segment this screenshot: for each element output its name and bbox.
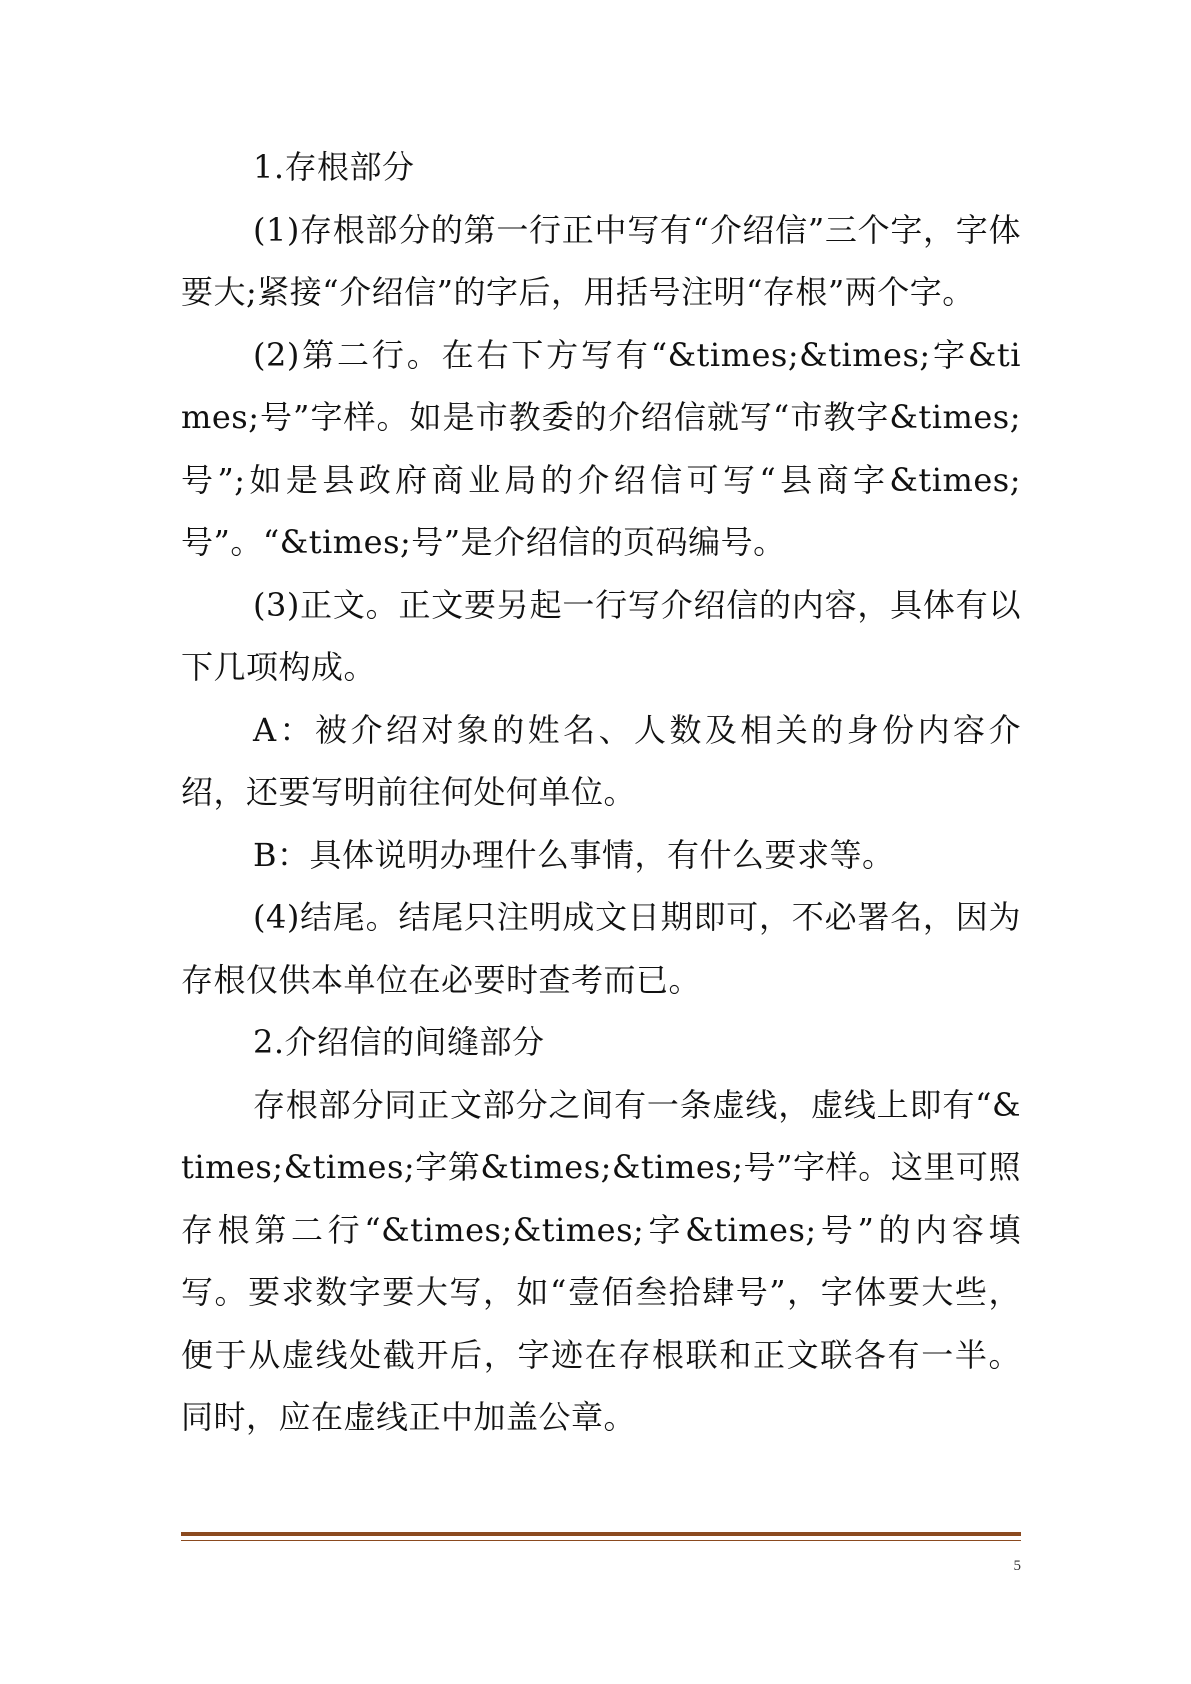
paragraph-stub-second-line: (2)第二行。在右下方写有“&times;&times;字&times;号”字样。如是市教委的介绍信就写“市教字&times;号”;如是县政府商业局的介绍信可写“县商字&times;号”。“&times;号”是介绍信的页码编号。 [181, 335, 1021, 561]
paragraph-stub-first-line: (1)存根部分的第一行正中写有“介绍信”三个字，字体要大;紧接“介绍信”的字后，用括号注明“存根”两个字。 [181, 210, 1021, 311]
footer-rule-thin [181, 1540, 1021, 1541]
list-item-a: A：被介绍对象的姓名、人数及相关的身份内容介绍，还要写明前往何处何单位。 [181, 710, 1021, 811]
footer-rule-thick [181, 1532, 1021, 1536]
paragraph-seam-body: 存根部分同正文部分之间有一条虚线，虚线上即有“&times;&times;字第&times;&times;号”字样。这里可照存根第二行“&times;&times;字&times;号”的内容填写。要求数字要大写，如“壹佰叁拾肆号”，字体要大些，便于从虚线处截开后，字迹在存根联和正文联各有一半。同时，应在虚线正中加盖公章。 [181, 1085, 1021, 1436]
section-heading-stub: 1.存根部分 [253, 148, 415, 186]
page-number: 5 [1013, 1558, 1021, 1574]
section-heading-seam: 2.介绍信的间缝部分 [253, 1023, 545, 1061]
paragraph-stub-body: (3)正文。正文要另起一行写介绍信的内容，具体有以下几项构成。 [181, 585, 1021, 686]
document-body [181, 136, 1021, 1449]
paragraph-stub-ending: (4)结尾。结尾只注明成文日期即可，不必署名，因为存根仅供本单位在必要时查考而已。 [181, 898, 1021, 999]
list-item-b: B：具体说明办理什么事情，有什么要求等。 [253, 835, 895, 874]
